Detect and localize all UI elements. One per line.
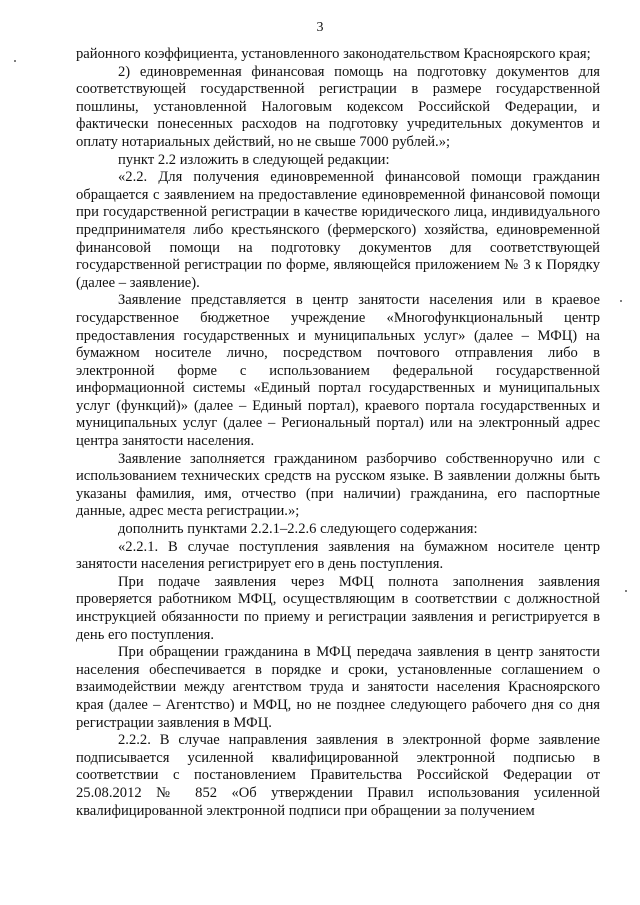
paragraph-8: «2.2.1. В случае поступления заявления на бумажном носителе центр занятости населения регистрирует его в день поступления. <box>76 538 600 573</box>
page-number: 3 <box>316 20 324 35</box>
scan-speck <box>625 590 627 592</box>
paragraph-6: Заявление заполняется гражданином разборчиво собственноручно или с использованием технических средств на русском языке. В заявлении должны быть указаны фамилия, имя, отчество (при наличии) гражданина, его паспортные данные, адрес места регистрации.»; <box>76 450 600 520</box>
paragraph-3: пункт 2.2 изложить в следующей редакции: <box>118 151 390 168</box>
paragraph-2: 2) единовременная финансовая помощь на подготовку документов для соответствующей государственной регистрации в размере государственной пошлины, установленной Налоговым кодексом Российской Федерации, и фактически понесенных расходов на подготовку учредительных документов и оплату нотариальных действий, но не свыше 7000 рублей.»; <box>76 63 600 150</box>
paragraph-11: 2.2.2. В случае направления заявления в электронной форме заявление подписывается усиленной квалифицированной электронной подписью в соответствии с постановлением Правительства Российской Федерации от 25.08.2012 № 852 «Об утверждении Правил использования усиленной квалифицированной электронной подписи при обращении за получением <box>76 732 600 819</box>
paragraph-5: Заявление представляется в центр занятости населения или в краевое государственное бюджетное учреждение «Многофункциональный центр предоставления государственных и муниципальных услуг» (далее – МФЦ) на бумажном носителе лично, посредством почтового отправления либо в электронной форме с использованием федеральной государственной информационной системы «Единый портал государственных и муниципальных услуг (функций)» (далее – Единый портал), краевого портала государственных и муниципальных услуг (далее – Региональный портал) или на электронный адрес центра занятости населения. <box>76 292 600 450</box>
paragraph-4: «2.2. Для получения единовременной финансовой помощи гражданин обращается с заявлением на предоставление единовременной финансовой помощи при государственной регистрации в качестве юридического лица, индивидуального предпринимателя либо крестьянского (фермерского) хозяйства, единовременной финансовой помощи на подготовку документов для соответствующей государственной регистрации по форме, являющейся приложением № 3 к Порядку (далее – заявление). <box>76 169 600 291</box>
scan-speck <box>620 300 622 302</box>
paragraph-9: При подаче заявления через МФЦ полнота заполнения заявления проверяется работником МФЦ, осуществляющим в соответствии с должностной инструкцией обязанности по приему и регистрации заявления и регистрируется в день его поступления. <box>76 573 600 643</box>
paragraph-7: дополнить пунктами 2.2.1–2.2.6 следующего содержания: <box>118 521 478 538</box>
paragraph-1: районного коэффициента, установленного законодательством Красноярского края; <box>76 46 591 62</box>
paragraph-10: При обращении гражданина в МФЦ передача заявления в центр занятости населения обеспечивается в порядке и сроки, установленные соглашением о взаимодействии между агентством труда и занятости населения Красноярского края (далее – Агентство) и МФЦ, но не позднее следующего рабочего дня со дня регистрации заявления в МФЦ. <box>76 644 600 731</box>
body-text <box>76 46 600 820</box>
scan-speck <box>14 60 16 62</box>
